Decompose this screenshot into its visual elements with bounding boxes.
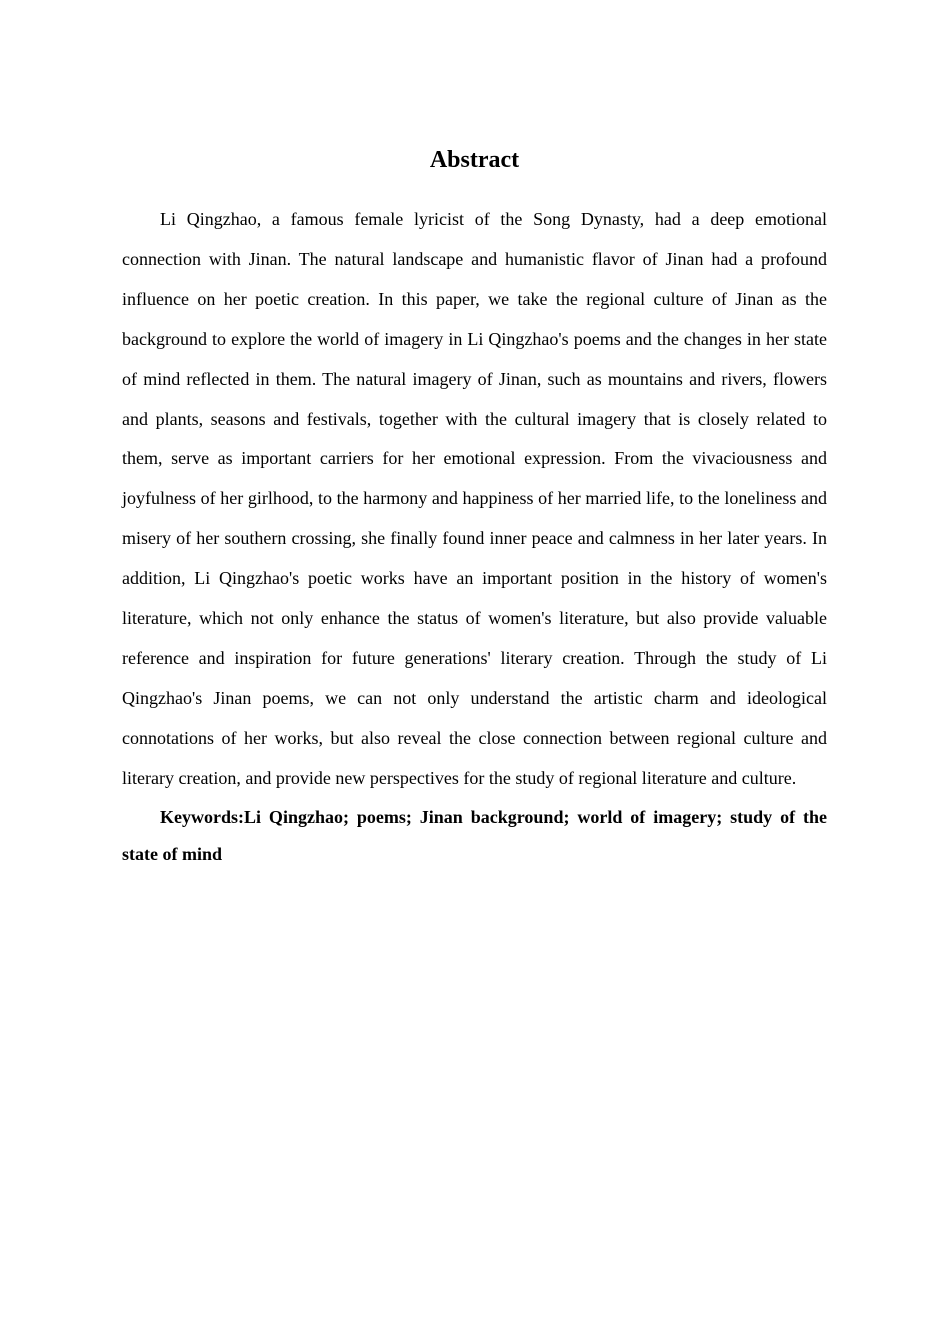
keywords-list: Li Qingzhao; poems; Jinan background; world of imagery; study of the state of mind: [122, 806, 827, 865]
abstract-body: Li Qingzhao, a famous female lyricist of the Song Dynasty, had a deep emotional connection with Jinan. The natural landscape and humanistic flavor of Jinan had a profound influence on her poetic creation. In this paper, we take the regional culture of Jinan as the background to explore the world of imagery in Li Qingzhao's poems and the changes in her state of mind reflected in them. The natural imagery of Jinan, such as mountains and rivers, flowers and plants, seasons and festivals, together with the cultural imagery that is closely related to them, serve as important carriers for her emotional expression. From the vivaciousness and joyfulness of her girlhood, to the harmony and happiness of her married life, to the loneliness and misery of her southern crossing, she finally found inner peace and calmness in her later years. In addition, Li Qingzhao's poetic works have an important position in the history of women's literature, which not only enhance the status of women's literature, but also provide valuable reference and inspiration for future generations' literary creation. Through the study of Li Qingzhao's Jinan poems, we can not only understand the artistic charm and ideological connotations of her works, but also reveal the close connection between regional culture and literary creation, and provide new perspectives for the study of regional literature and culture.: [122, 209, 827, 788]
keywords-paragraph: [122, 799, 827, 874]
abstract-title: Abstract: [429, 147, 520, 173]
keywords-label: Keywords:: [160, 806, 244, 827]
abstract-section: [122, 140, 827, 874]
